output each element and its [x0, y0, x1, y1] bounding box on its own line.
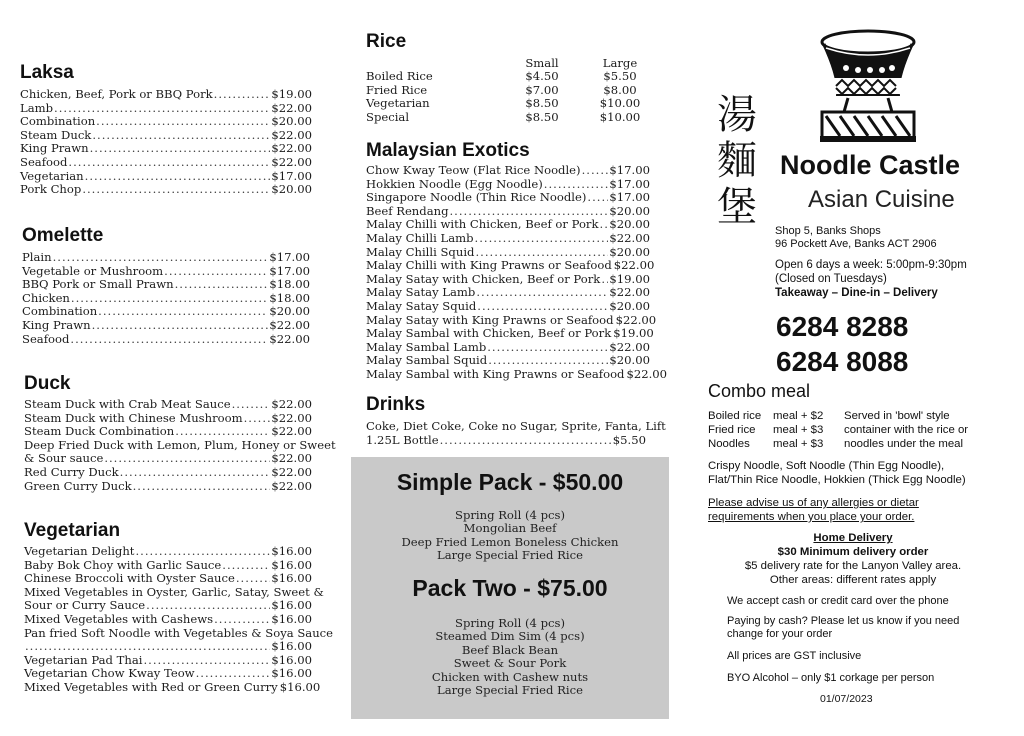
rice-col-large: Large [602, 56, 638, 70]
pack-item: Chicken with Cashew nuts [431, 669, 589, 684]
menu-item [22, 333, 310, 347]
menu-item [20, 102, 312, 116]
leader-dots [244, 412, 271, 426]
simple-pack [351, 469, 669, 563]
note-byo: BYO Alcohol – only $1 corkage per person [727, 672, 935, 684]
leader-dots [175, 278, 269, 292]
combo-price: meal + $3 [773, 438, 824, 450]
vegetarian-list [24, 544, 334, 695]
leader-dots [164, 265, 268, 279]
leader-dots [104, 452, 270, 466]
menu-item [24, 640, 312, 654]
leader-dots [90, 142, 271, 156]
rice-item-name: Boiled Rice [366, 69, 433, 84]
menu-item-name-cont: Sour or Curry Sauce [24, 598, 146, 613]
menu-item-price: $22.00 [271, 464, 312, 479]
menu-item [366, 218, 650, 232]
drinks-line: Coke, Diet Coke, Coke no Sugar, Sprite, Fanta, Lift [366, 419, 666, 433]
omelette-title: Omelette [22, 225, 104, 246]
menu-item-price: $20.00 [271, 114, 312, 129]
phone-1: 6284 8288 [776, 311, 909, 342]
menu-item [22, 251, 310, 265]
menu-item-price: $18.00 [269, 290, 310, 305]
pack-item: Spring Roll (4 pcs) [455, 616, 565, 630]
combo-price: meal + $3 [773, 424, 824, 436]
rice-header [366, 57, 658, 70]
leader-dots [544, 178, 609, 192]
combo-base: Fried rice [708, 424, 756, 436]
menu-item [24, 466, 312, 480]
note-gst: All prices are GST inclusive [727, 650, 862, 662]
leader-dots [450, 205, 609, 219]
leader-dots [82, 183, 270, 197]
menu-item [22, 278, 310, 292]
menu-item-price: $22.00 [271, 397, 312, 411]
delivery-title: Home Delivery [813, 532, 893, 544]
combo-price: meal + $2 [773, 410, 824, 422]
menu-item [366, 312, 657, 328]
combo-row [708, 409, 823, 423]
leader-dots [236, 572, 271, 586]
menu-item-price: $22.00 [626, 366, 668, 381]
menu-item-name: Pork Chop [20, 182, 82, 197]
leader-dots [85, 170, 271, 184]
rice-item-name: Fried Rice [366, 82, 428, 97]
pack-item: Spring Roll (4 pcs) [455, 508, 565, 522]
laksa-title: Laksa [20, 62, 74, 83]
menu-item [366, 273, 650, 287]
menu-item-name: Seafood [20, 154, 68, 169]
leader-dots [214, 88, 271, 102]
menu-item [366, 164, 650, 178]
menu-item [24, 654, 312, 668]
menu-item [366, 246, 650, 260]
chinese-char-2: 麵 [717, 138, 757, 184]
combo-title: Combo meal [708, 381, 811, 401]
menu-item [20, 156, 312, 170]
menu-item-name: Steam Duck Combination [24, 424, 175, 439]
leader-dots [477, 300, 608, 314]
menu-item-name: Seafood [22, 331, 70, 346]
menu-item [24, 412, 312, 426]
menu-item-name: Chinese Broccoli with Oyster Sauce [24, 571, 235, 586]
menu-item-name: Chicken [22, 290, 70, 305]
menu-item-name: Steam Duck [20, 127, 92, 142]
menu-item-name: Steam Duck with Crab Meat Sauce [24, 397, 231, 411]
packs-panel [351, 457, 669, 719]
menu-item-price: $22.00 [271, 410, 312, 425]
menu-item-name: Vegetarian Pad Thai [24, 652, 143, 667]
menu-item-price: $16.00 [279, 679, 321, 694]
leader-dots [222, 559, 270, 573]
rice-price-large: $5.50 [603, 69, 637, 84]
menu-item-price: $17.00 [271, 168, 312, 183]
menu-item-name: Vegetarian Chow Kway Teow [24, 666, 195, 681]
pack-item: Large Special Fried Rice [437, 548, 583, 563]
menu-item-name: Baby Bok Choy with Garlic Sauce [24, 557, 222, 572]
leader-dots [98, 305, 268, 319]
rice-title: Rice [366, 31, 407, 52]
note-cash-1: Paying by cash? Please let us know if you need [727, 615, 960, 627]
menu-item-price: $16.00 [271, 571, 312, 586]
menu-item-price: $20.00 [609, 353, 650, 368]
menu-date: 01/07/2023 [820, 693, 873, 705]
leader-dots [70, 333, 268, 347]
address [775, 225, 937, 251]
menu-item [366, 354, 650, 368]
leader-dots [146, 599, 270, 613]
menu-item-name: Mixed Vegetables with Red or Green Curry [24, 679, 278, 694]
chinese-name [712, 92, 762, 230]
leader-dots [143, 654, 270, 668]
menu-item-name: Malay Satay with King Prawns or Seafood [366, 312, 614, 327]
leader-dots [25, 640, 270, 654]
menu-item [24, 452, 312, 466]
rice-price-small: $4.50 [525, 69, 559, 84]
menu-item [20, 170, 312, 184]
brand-name: Noodle Castle [780, 150, 961, 180]
menu-item-price: $16.00 [271, 639, 312, 654]
menu-item-price: $17.00 [609, 190, 650, 205]
pack-item: Beef Black Bean [461, 642, 559, 657]
leader-dots [475, 246, 608, 260]
leader-dots [92, 129, 270, 143]
menu-item-name: Vegetable or Mushroom [22, 263, 164, 278]
drinks-price: $5.50 [612, 432, 646, 447]
leader-dots [96, 115, 270, 129]
menu-item-price: $22.00 [271, 424, 312, 439]
menu-item-name: Malay Chilli Squid [366, 244, 475, 259]
menu-item [24, 667, 312, 681]
malaysian-title: Malaysian Exotics [366, 140, 530, 161]
menu-item-name: Singapore Noodle (Thin Rice Noodle) [366, 190, 587, 205]
brand-subtitle: Asian Cuisine [808, 186, 955, 213]
menu-item [366, 286, 650, 300]
opening-hours [775, 258, 967, 300]
menu-item-price: $20.00 [269, 304, 310, 319]
menu-item-price: $17.00 [609, 163, 650, 177]
vegetarian-title: Vegetarian [24, 520, 121, 541]
menu-item-price: $19.00 [613, 326, 654, 341]
services: Takeaway – Dine-in – Delivery [775, 287, 938, 299]
rice-price-small: $7.00 [525, 82, 559, 97]
menu-item-price: $16.00 [271, 544, 312, 558]
duck-list [24, 397, 336, 493]
menu-item [366, 366, 668, 382]
menu-item-price: $17.00 [269, 263, 310, 278]
menu-item-name: Combination [20, 114, 96, 129]
menu-item-name: Chow Kway Teow (Flat Rice Noodle) [366, 163, 581, 177]
menu-item [22, 265, 310, 279]
menu-item [366, 341, 650, 355]
menu-item [20, 115, 312, 129]
menu-item-name: Malay Sambal with Chicken, Beef or Pork [366, 326, 612, 341]
menu-item-name: Steam Duck with Chinese Mushroom [24, 410, 243, 425]
menu-item-price: $16.00 [271, 652, 312, 667]
menu-item-price: $19.00 [271, 87, 312, 101]
menu-item-price: $22.00 [271, 100, 312, 115]
rice-price-large: $10.00 [599, 96, 641, 111]
menu-item-price: $22.00 [615, 312, 657, 327]
menu-item-price: $18.00 [269, 277, 310, 292]
menu-item [24, 425, 312, 439]
rice-item-name: Special [366, 109, 410, 124]
rice-col-small: Small [525, 56, 559, 70]
menu-item-name: Mixed Vegetables with Cashews [24, 611, 214, 626]
laksa-list [20, 88, 312, 197]
leader-dots [475, 232, 609, 246]
pack-two [351, 575, 669, 697]
menu-item-name: Hokkien Noodle (Egg Noodle) [366, 176, 543, 191]
menu-item-price: $22.00 [271, 141, 312, 156]
menu-item-price: $22.00 [269, 317, 310, 332]
note-cash-2: change for your order [727, 628, 833, 640]
menu-item-name: Lamb [20, 100, 54, 115]
pack-item: Sweet & Sour Pork [453, 656, 567, 671]
castle-logo-icon [812, 28, 924, 146]
leader-dots [53, 251, 269, 265]
leader-dots [476, 286, 608, 300]
rice-price-large: $8.00 [603, 82, 637, 97]
vegetarian-section [24, 520, 334, 695]
menu-item-name: Malay Satay Lamb [366, 285, 476, 300]
menu-item-name: Malay Satay Squid [366, 298, 477, 313]
pack-item: Large Special Fried Rice [437, 683, 583, 698]
menu-item-name: Malay Sambal Squid [366, 353, 488, 368]
menu-item-price: $22.00 [271, 478, 312, 493]
menu-item [24, 613, 312, 627]
menu-item-price: $22.00 [613, 258, 655, 273]
menu-item [366, 300, 650, 314]
allergy-line-1: Please advise us of any allergies or dietar [708, 497, 919, 509]
menu-item-name: Plain [22, 250, 52, 264]
menu-item-name: Malay Sambal Lamb [366, 339, 487, 354]
omelette-section [22, 225, 310, 346]
combo-note [844, 409, 968, 451]
malaysian-section [366, 140, 668, 382]
pack-item: Mongolian Beef [463, 521, 557, 536]
pack-item: Steamed Dim Sim (4 pcs) [435, 629, 585, 644]
menu-item [366, 258, 655, 273]
menu-item [366, 178, 650, 192]
menu-item-price: $16.00 [271, 598, 312, 613]
chinese-char-3: 堡 [717, 184, 757, 230]
address-line-2: 96 Pockett Ave, Banks ACT 2906 [775, 238, 937, 250]
menu-item-name: Malay Chilli Lamb [366, 230, 474, 245]
menu-item-price: $19.00 [609, 271, 650, 286]
menu-item-name: Combination [22, 304, 98, 319]
chinese-char-1: 湯 [717, 92, 757, 138]
menu-item-name: Pan fried Soft Noodle with Vegetables & Soya Sauce [24, 625, 334, 640]
menu-item-price: $17.00 [269, 250, 310, 264]
home-delivery [708, 531, 998, 587]
menu-item [24, 398, 312, 412]
allergy-notice [708, 496, 919, 524]
menu-item-name: Green Curry Duck [24, 478, 132, 493]
menu-item-price: $22.00 [271, 127, 312, 142]
menu-item-name: Red Curry Duck [24, 464, 119, 479]
menu-item [22, 292, 310, 306]
menu-item-price: $20.00 [609, 298, 650, 313]
menu-item [366, 326, 654, 341]
leader-dots [196, 667, 271, 681]
menu-item-name: Deep Fried Duck with Lemon, Plum, Honey or Sweet [24, 437, 336, 452]
menu-item-name: Malay Satay with Chicken, Beef or Pork [366, 271, 601, 286]
menu-item-price: $20.00 [609, 203, 650, 218]
noodle-types-2: Flat/Thin Rice Noodle, Hokkien (Thick Egg Noodle) [708, 474, 966, 486]
menu-item-name: Vegetarian Delight [24, 544, 135, 558]
menu-item [20, 129, 312, 143]
menu-item [366, 232, 650, 246]
menu-item-name: BBQ Pork or Small Prawn [22, 277, 174, 292]
pack-two-title: Pack Two - $75.00 [412, 575, 608, 601]
noodle-types [708, 459, 966, 487]
duck-section [24, 373, 336, 493]
leader-dots [135, 545, 270, 559]
leader-dots [487, 341, 608, 355]
menu-item-name-cont: & Sour sauce [24, 451, 104, 466]
menu-item-name: Malay Chilli with Chicken, Beef or Pork [366, 217, 599, 232]
leader-dots [133, 480, 271, 494]
rice-price-small: $8.50 [525, 109, 559, 124]
duck-title: Duck [24, 373, 71, 394]
note-payment: We accept cash or credit card over the phone [727, 595, 949, 607]
rice-row [366, 97, 658, 110]
menu-item [24, 559, 312, 573]
combo-base: Boiled rice [708, 410, 762, 422]
hours-line-2: (Closed on Tuesdays) [775, 273, 887, 285]
leader-dots [582, 164, 609, 178]
menu-item-price: $22.00 [271, 451, 312, 466]
allergy-line-2: requirements when you place your order. [708, 511, 915, 523]
menu-item-name: King Prawn [20, 141, 89, 156]
rice-row [366, 84, 658, 97]
menu-item-price: $22.00 [609, 230, 650, 245]
menu-item-price: $20.00 [609, 217, 650, 232]
menu-item-price: $16.00 [271, 557, 312, 572]
phone-2: 6284 8088 [776, 346, 909, 377]
omelette-list [22, 251, 310, 346]
menu-item [20, 142, 312, 156]
combo-row [708, 423, 823, 437]
rice-price-small: $8.50 [525, 96, 559, 111]
leader-dots [71, 292, 269, 306]
leader-dots [587, 191, 608, 205]
menu-item [24, 545, 312, 559]
menu-item-price: $22.00 [609, 285, 650, 300]
leader-dots [54, 102, 270, 116]
drinks-title: Drinks [366, 394, 426, 415]
address-line-1: Shop 5, Banks Shops [775, 225, 881, 237]
combo-options [708, 409, 823, 451]
menu-item-name: Malay Chilli with King Prawns or Seafood [366, 258, 612, 273]
leader-dots [92, 319, 269, 333]
noodle-types-1: Crispy Noodle, Soft Noodle (Thin Egg Noodle), [708, 460, 945, 472]
menu-item [24, 599, 312, 613]
leader-dots [601, 273, 608, 287]
menu-item-price: $20.00 [271, 182, 312, 197]
rice-row [366, 111, 658, 124]
combo-row [708, 437, 823, 451]
menu-item [22, 305, 310, 319]
menu-item-name: Chicken, Beef, Pork or BBQ Pork [20, 87, 213, 101]
hours-line-1: Open 6 days a week: 5:00pm-9:30pm [775, 259, 967, 271]
simple-pack-title: Simple Pack - $50.00 [396, 469, 624, 495]
rice-table [366, 57, 658, 124]
leader-dots [120, 466, 271, 480]
delivery-rate: $5 delivery rate for the Lanyon Valley area. [744, 560, 962, 572]
menu-item [24, 572, 312, 586]
menu-item-name: Beef Rendang [366, 203, 449, 218]
pack-item: Deep Fried Lemon Boneless Chicken [401, 534, 619, 549]
menu-item [22, 319, 310, 333]
combo-base: Noodles [708, 438, 750, 450]
menu-item-price: $22.00 [609, 339, 650, 354]
menu-item [366, 191, 650, 205]
malaysian-list [366, 163, 668, 382]
menu-item-name: Vegetarian [20, 168, 84, 183]
rice-item-name: Vegetarian [366, 96, 430, 111]
menu-item-price: $16.00 [271, 666, 312, 681]
rice-price-large: $10.00 [599, 109, 641, 124]
menu-item [24, 480, 312, 494]
phone-numbers [776, 309, 908, 379]
leader-dots [68, 156, 270, 170]
menu-item-price: $16.00 [271, 611, 312, 626]
leader-dots [600, 218, 609, 232]
combo-note-2: container with the rice or [844, 424, 969, 436]
menu-item-price: $22.00 [271, 154, 312, 169]
laksa-section [20, 62, 312, 197]
rice-row [366, 70, 658, 83]
leader-dots [488, 354, 608, 368]
menu-item-name: King Prawn [22, 317, 91, 332]
drinks-bottle-row [366, 434, 646, 448]
delivery-other: Other areas: different rates apply [769, 574, 937, 586]
leader-dots [232, 398, 271, 412]
leader-dots [214, 613, 270, 627]
menu-item-price: $22.00 [269, 331, 310, 346]
notes [727, 595, 959, 685]
menu-item [24, 679, 321, 695]
menu-item [20, 183, 312, 197]
drinks-section [366, 394, 666, 447]
menu-item-price: $17.00 [609, 176, 650, 191]
menu-item-price: $20.00 [609, 244, 650, 259]
menu-item-name: Malay Sambal with King Prawns or Seafood [366, 366, 625, 381]
rice-section [366, 31, 658, 124]
combo-note-3: noodles under the meal [844, 438, 964, 450]
leader-dots [175, 425, 270, 439]
delivery-minimum: $30 Minimum delivery order [777, 546, 929, 558]
menu-item-name: Mixed Vegetables in Oyster, Garlic, Satay, Sweet & [24, 584, 324, 599]
menu-item [20, 88, 312, 102]
drinks-bottle: 1.25L Bottle [366, 432, 439, 447]
menu-item [366, 205, 650, 219]
combo-note-1: Served in 'bowl' style [844, 410, 950, 422]
